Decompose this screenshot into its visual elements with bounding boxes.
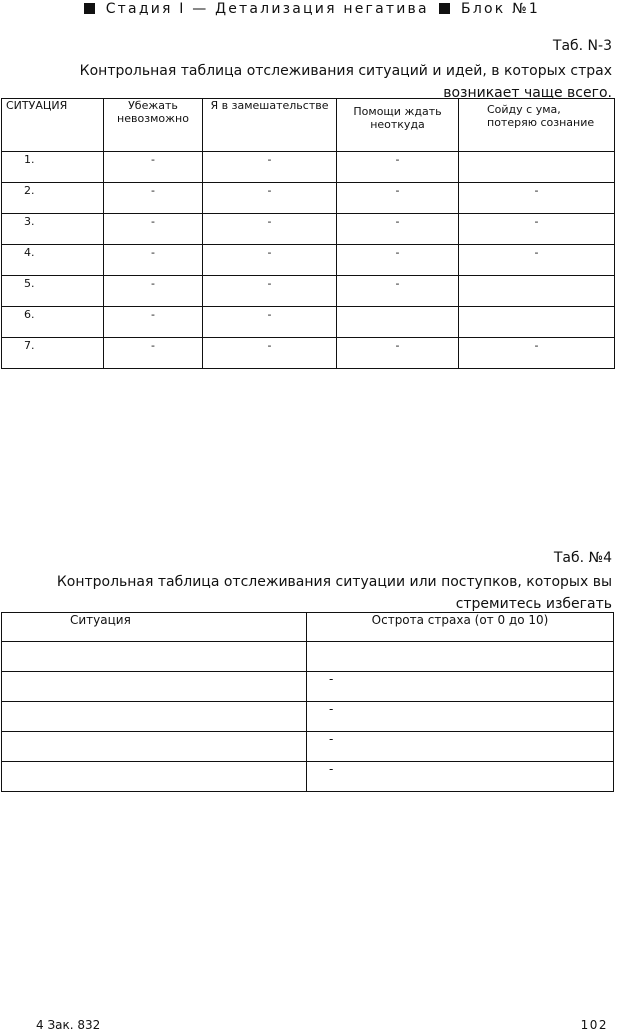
table-cell: -	[104, 214, 203, 245]
table3-header-row	[2, 99, 615, 152]
table-cell: -	[459, 338, 615, 369]
table3-header-cell: Убежать невозможно	[104, 99, 203, 152]
table3-header-cell: Помощи ждать неоткуда	[337, 99, 459, 152]
table-row	[2, 672, 614, 702]
table-cell: -	[203, 245, 337, 276]
table-cell: -	[203, 152, 337, 183]
table-row	[2, 732, 614, 762]
header-block: Блок №1	[461, 1, 540, 17]
table4-number: Таб. №4	[553, 550, 612, 566]
table-cell	[459, 307, 615, 338]
table-cell: -	[337, 276, 459, 307]
square-bullet-icon	[84, 3, 95, 14]
table-cell: -	[104, 245, 203, 276]
table-cell: 1.	[2, 152, 104, 183]
table-cell: -	[104, 307, 203, 338]
header-stage: Стадия I — Детализация негатива	[105, 1, 429, 17]
table-row	[2, 183, 615, 214]
table-cell: -	[337, 183, 459, 214]
table-cell	[2, 702, 307, 732]
table-cell: -	[337, 245, 459, 276]
table3-header-cell: Я в замешательстве	[203, 99, 337, 152]
table-cell: -	[203, 338, 337, 369]
table-cell: -	[459, 183, 615, 214]
running-header	[0, 0, 620, 18]
table-cell: -	[203, 214, 337, 245]
table-row	[2, 276, 615, 307]
table-cell	[2, 642, 307, 672]
table-cell: -	[337, 338, 459, 369]
table-cell: 4.	[2, 245, 104, 276]
table3	[1, 98, 615, 369]
table4-header-cell: Острота страха (от 0 до 10)	[307, 613, 614, 642]
table-cell: 5.	[2, 276, 104, 307]
table-cell	[2, 762, 307, 792]
table-cell: -	[459, 214, 615, 245]
page-number: 102	[580, 1018, 608, 1032]
table3-number: Таб. N-3	[552, 38, 612, 54]
table-row	[2, 642, 614, 672]
table-cell: -	[203, 276, 337, 307]
table-row	[2, 702, 614, 732]
table-cell: -	[337, 214, 459, 245]
table-cell: -	[307, 702, 614, 732]
table-cell: -	[104, 276, 203, 307]
table-cell	[2, 672, 307, 702]
table-cell: -	[337, 152, 459, 183]
table-row	[2, 214, 615, 245]
table-cell: 7.	[2, 338, 104, 369]
table3-caption: Контрольная таблица отслеживания ситуаций и идей, в которых страх возникает чаще всего.	[79, 63, 612, 101]
table-cell: -	[459, 245, 615, 276]
table-cell	[459, 276, 615, 307]
table-cell: -	[104, 183, 203, 214]
table-row	[2, 152, 615, 183]
table-cell: -	[203, 307, 337, 338]
table-cell: -	[307, 672, 614, 702]
table-cell: -	[104, 152, 203, 183]
table4	[1, 612, 614, 792]
table-cell: 6.	[2, 307, 104, 338]
table-cell: -	[307, 762, 614, 792]
table3-header-cell: СИТУАЦИЯ	[2, 99, 104, 152]
table-row	[2, 762, 614, 792]
table-cell	[337, 307, 459, 338]
table4-caption: Контрольная таблица отслеживания ситуации или поступков, которых вы стремитесь избегать	[56, 574, 612, 612]
footer-order-number: 4 Зак. 832	[36, 1018, 101, 1032]
table-cell	[2, 732, 307, 762]
table4-header-cell: Ситуация	[2, 613, 307, 642]
table-row	[2, 307, 615, 338]
table-cell	[307, 642, 614, 672]
table3-header-cell: Сойду с ума, потеряю сознание	[459, 99, 615, 152]
table-cell: -	[203, 183, 337, 214]
table-cell: -	[307, 732, 614, 762]
table-row	[2, 245, 615, 276]
table4-header-row	[2, 613, 614, 642]
square-bullet-icon	[439, 3, 450, 14]
table-cell	[459, 152, 615, 183]
table-row	[2, 338, 615, 369]
table-cell: 2.	[2, 183, 104, 214]
table-cell: 3.	[2, 214, 104, 245]
table-cell: -	[104, 338, 203, 369]
